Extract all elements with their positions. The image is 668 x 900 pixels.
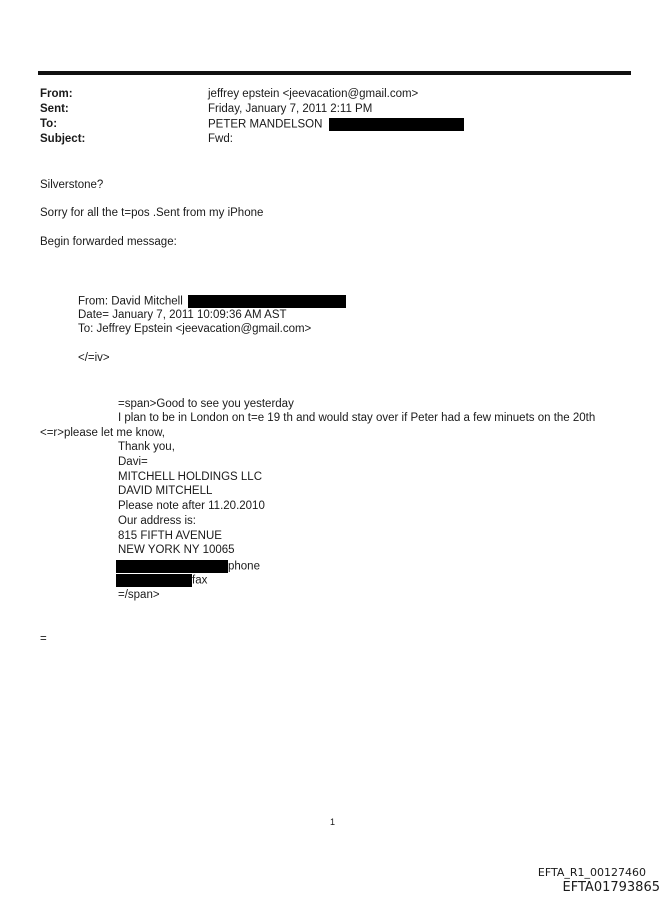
subject-label: Subject: (40, 133, 86, 145)
fwd-date: Date= January 7, 2011 10:09:36 AM AST (78, 309, 287, 321)
message-line: <=r>please let me know, (40, 427, 165, 439)
body-line-2: Sorry for all the t=pos .Sent from my iPhone (40, 207, 264, 219)
span-close: =/span> (118, 589, 160, 601)
redaction-box (188, 295, 346, 308)
message-line: 815 FIFTH AVENUE (118, 530, 222, 542)
redaction-box (116, 574, 192, 587)
message-line: Davi= (118, 456, 148, 468)
body-line-1: Silverstone? (40, 179, 104, 191)
message-line: MITCHELL HOLDINGS LLC (118, 471, 262, 483)
sent-label: Sent: (40, 103, 69, 115)
bates-number-2: EFTA01793865 (562, 880, 660, 895)
message-line: DAVID MITCHELL (118, 485, 213, 497)
phone-line (116, 560, 260, 573)
fwd-from-line (78, 295, 346, 308)
message-line: NEW YORK NY 10065 (118, 544, 235, 556)
div-tag: </=iv> (78, 352, 110, 364)
trailing-equals: = (40, 633, 47, 645)
to-label: To: (40, 118, 58, 130)
message-line: Please note after 11.20.2010 (118, 500, 265, 512)
fax-line (116, 574, 207, 587)
message-line: Thank you, (118, 441, 175, 453)
redaction-box (116, 560, 228, 573)
fwd-from: From: David Mitchell (78, 295, 183, 308)
message-line: Our address is: (118, 515, 196, 527)
message-line: I plan to be in London on t=e 19 th and would stay over if Peter had a few minuets on the 20th (118, 412, 596, 424)
phone-label: phone (228, 560, 260, 573)
from-label: From: (40, 88, 73, 100)
header-rule (38, 71, 631, 75)
body-line-3: Begin forwarded message: (40, 236, 177, 248)
fwd-to: To: Jeffrey Epstein <jeevacation@gmail.com> (78, 323, 312, 335)
message-line: =span>Good to see you yesterday (118, 398, 294, 410)
subject-value: Fwd: (208, 133, 233, 145)
from-value: jeffrey epstein <jeevacation@gmail.com> (208, 88, 419, 100)
sent-value: Friday, January 7, 2011 2:11 PM (208, 103, 373, 115)
redaction-box (329, 118, 464, 131)
fax-label: fax (192, 574, 208, 587)
to-line (208, 118, 464, 131)
to-value: PETER MANDELSON (208, 118, 323, 131)
page-number: 1 (330, 817, 336, 827)
bates-number-1: EFTA_R1_00127460 (537, 866, 646, 879)
